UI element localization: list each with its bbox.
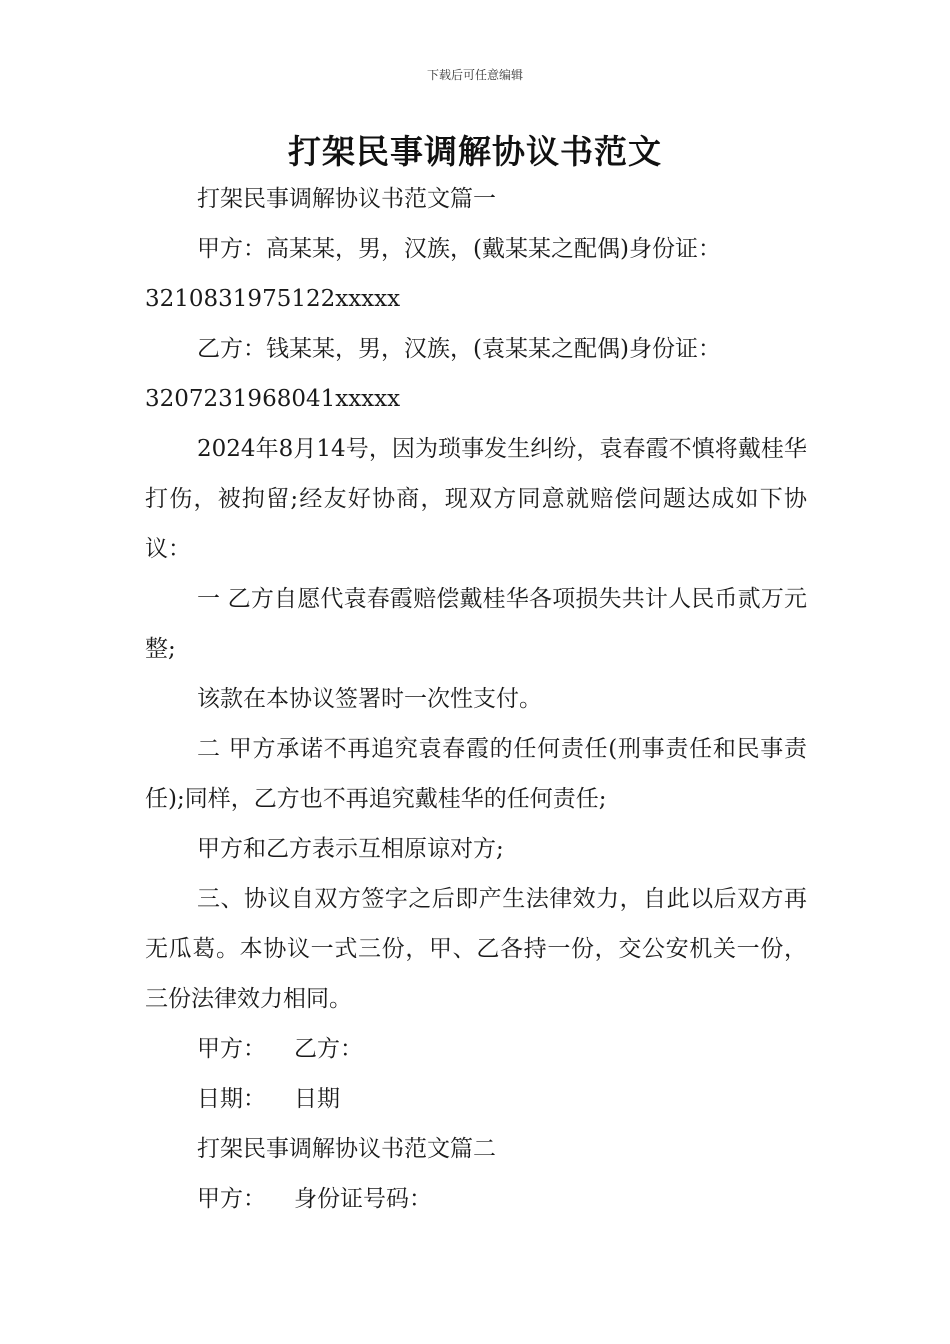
- document-body: [145, 174, 807, 1224]
- header-note: 下载后可任意编辑: [426, 68, 523, 82]
- sign-party-b: 乙方：: [294, 1036, 363, 1062]
- date-a: 日期：: [197, 1086, 266, 1112]
- clause-two: 二 甲方承诺不再追究袁春霞的任何责任(刑事责任和民事责任);同样，乙方也不再追究戴桂华的任何责任;: [145, 736, 807, 812]
- s2-party-a: 甲方：: [197, 1186, 266, 1212]
- clause-one: 一 乙方自愿代袁春霞赔偿戴桂华各项损失共计人民币贰万元整;: [145, 586, 807, 662]
- party-a-line: 甲方：高某某，男，汉族，(戴某某之配偶)身份证：: [197, 236, 721, 262]
- clause-three: 三、协议自双方签字之后即产生法律效力，自此以后双方再无瓜葛。本协议一式三份，甲、乙各持一份，交公安机关一份，三份法律效力相同。: [145, 886, 807, 1012]
- signature-line: [145, 1024, 807, 1074]
- clause-two-forgive: 甲方和乙方表示互相原谅对方;: [197, 836, 504, 862]
- section1-heading: 打架民事调解协议书范文篇一: [197, 186, 496, 212]
- date-line: [145, 1074, 807, 1124]
- section2-heading: 打架民事调解协议书范文篇二: [197, 1136, 496, 1162]
- party-b-line: 乙方：钱某某，男，汉族，(袁某某之配偶)身份证：: [197, 336, 721, 362]
- party-b-id: 3207231968041xxxxx: [145, 386, 401, 412]
- sign-party-a: 甲方：: [197, 1036, 266, 1062]
- s2-party-a-line: [145, 1174, 807, 1224]
- party-a-id: 3210831975122xxxxx: [145, 286, 401, 312]
- s2-id-label: 身份证号码：: [294, 1186, 432, 1212]
- document-title: 打架民事调解协议书范文: [288, 132, 662, 171]
- clause-one-payment: 该款在本协议签署时一次性支付。: [197, 686, 542, 712]
- date-b: 日期: [294, 1086, 340, 1112]
- facts-paragraph: 2024年8月14号，因为琐事发生纠纷，袁春霞不慎将戴桂华打伤，被拘留;经友好协商，现双方同意就赔偿问题达成如下协议：: [145, 436, 807, 562]
